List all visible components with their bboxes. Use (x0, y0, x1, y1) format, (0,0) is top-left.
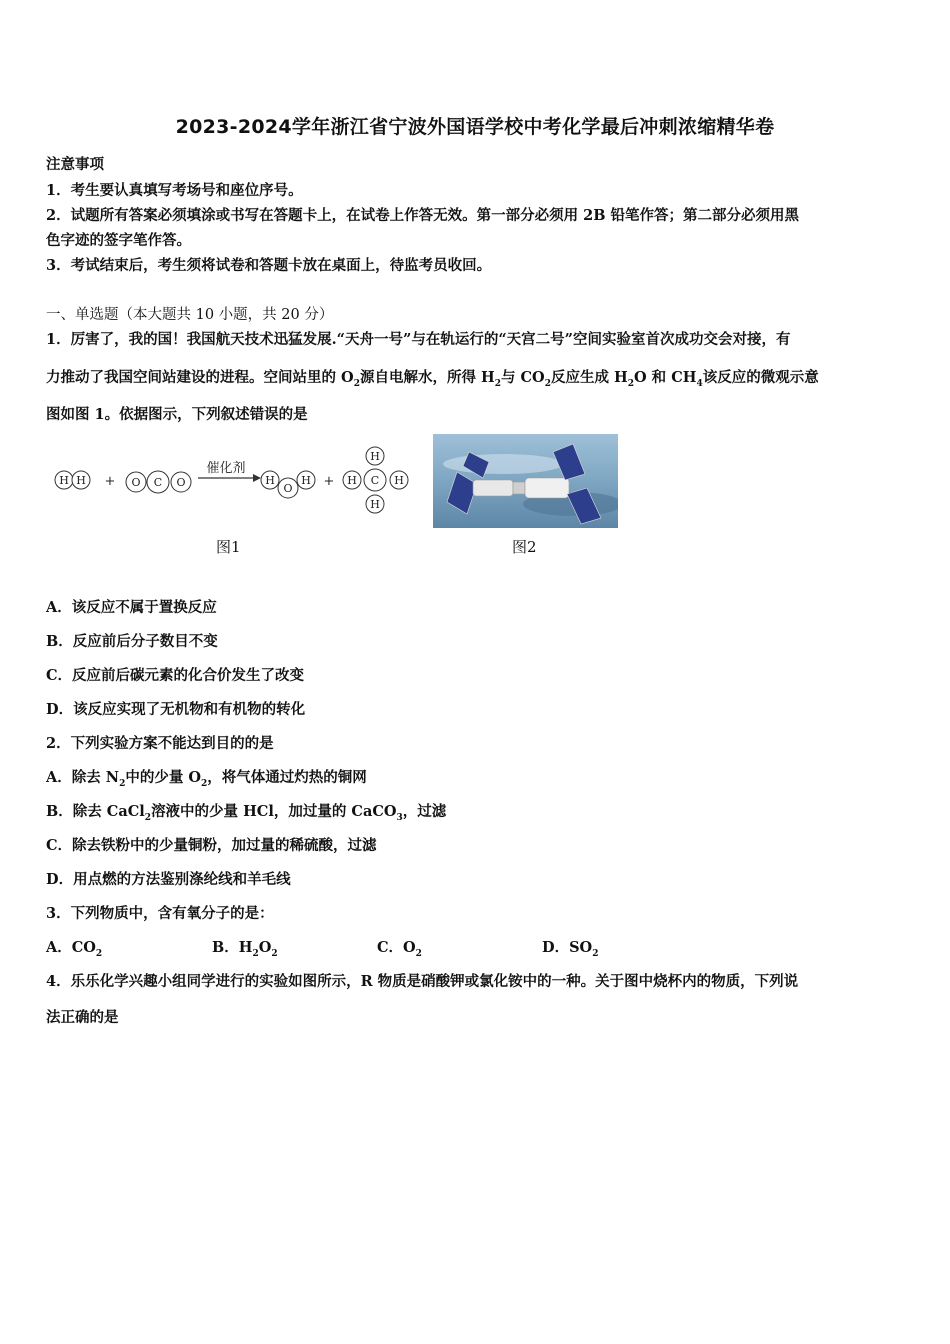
q2-option-c: C．除去铁粉中的少量铜粉，加过量的稀硫酸，过滤 (46, 837, 377, 854)
plus-sign: + (323, 474, 335, 489)
notice-heading: 注意事项 (46, 156, 104, 173)
q1-option-a: A．该反应不属于置换反应 (46, 599, 217, 616)
atom-label: H (265, 474, 275, 487)
plus-sign: + (104, 474, 116, 489)
cargo-ship (473, 480, 513, 496)
q3-option-a: A．$CO_2$ (46, 939, 103, 959)
q2-option-d: D．用点燃的方法鉴别涤纶线和羊毛线 (46, 871, 291, 888)
notice-item: 色字迹的签字笔作答。 (46, 232, 191, 249)
atom-label: O (131, 476, 141, 489)
atom-label: C (370, 474, 380, 487)
atom-label: H (301, 474, 311, 487)
q3-stem: 3．下列物质中，含有氧分子的是： (46, 905, 274, 922)
atom-label: H (76, 474, 86, 487)
page-title: 2023-2024学年浙江省宁波外国语学校中考化学最后冲刺浓缩精华卷 (175, 116, 775, 138)
atom-label: H (370, 450, 380, 463)
q3-option-c: C．$O_2$ (377, 939, 422, 959)
q1-option-b: B．反应前后分子数目不变 (46, 633, 218, 650)
atom-label: H (59, 474, 69, 487)
section-heading: 一、单选题（本大题共 10 小题，共 20 分） (46, 307, 334, 323)
q2-option-a: A．除去 $N_2$中的少量 $O_2$，将气体通过灼热的铜网 (46, 769, 367, 789)
q2-stem: 2．下列实验方案不能达到目的的是 (46, 735, 274, 752)
q1-stem-line3: 图如图 1。依据图示，下列叙述错误的是 (46, 406, 308, 423)
atom-label: H (394, 474, 404, 487)
q1-stem-line2: 力推动了我国空间站建设的进程。空间站里的 $O_2$源自电解水，所得 $H_2$与 $CO_2$反应生成 $H_2O$ 和 $CH_4$该反应的微观示意 (46, 369, 819, 389)
figure-2-caption: 图2 (512, 538, 537, 556)
q2-option-b: B．除去 CaCl$_2$溶液中的少量 HCl，加过量的 CaCO$_3$，过滤 (46, 803, 447, 823)
atom-label: O (283, 482, 293, 495)
notice-item: 1．考生要认真填写考场号和座位序号。 (46, 182, 303, 199)
station-module (525, 478, 569, 498)
arrow-head (253, 474, 261, 482)
q4-stem-line1: 4．乐乐化学兴趣小组同学进行的实验如图所示，R 物质是硝酸钾或氯化铵中的一种。关于图中烧杯内的物质，下列说 (46, 973, 799, 990)
q1-option-c: C．反应前后碳元素的化合价发生了改变 (46, 667, 305, 684)
q1-stem-line1: 1．厉害了，我的国！我国航天技术迅猛发展.“天舟一号”与在轨运行的“天宫二号”空间实验室首次成功交会对接，有 (46, 331, 791, 348)
reaction-diagram (48, 440, 418, 520)
atom-label: H (370, 498, 380, 511)
q3-option-d: D．$SO_2$ (542, 939, 599, 959)
space-station-photo (433, 434, 618, 528)
figure-1-caption: 图1 (216, 538, 241, 556)
catalyst-label: 催化剂 (206, 461, 246, 476)
notice-item: 2．试题所有答案必须填涂或书写在答题卡上，在试卷上作答无效。第一部分必须用 2B 铅笔作答；第二部分必须用黑 (46, 207, 800, 224)
q3-option-b: B．$H_2O_2$ (212, 939, 278, 959)
atom-label: H (347, 474, 357, 487)
atom-label: C (153, 476, 163, 489)
q4-stem-line2: 法正确的是 (46, 1009, 119, 1026)
atom-label: O (176, 476, 186, 489)
notice-item: 3．考试结束后，考生须将试卷和答题卡放在桌面上，待监考员收回。 (46, 257, 492, 274)
q1-option-d: D．该反应实现了无机物和有机物的转化 (46, 701, 306, 718)
